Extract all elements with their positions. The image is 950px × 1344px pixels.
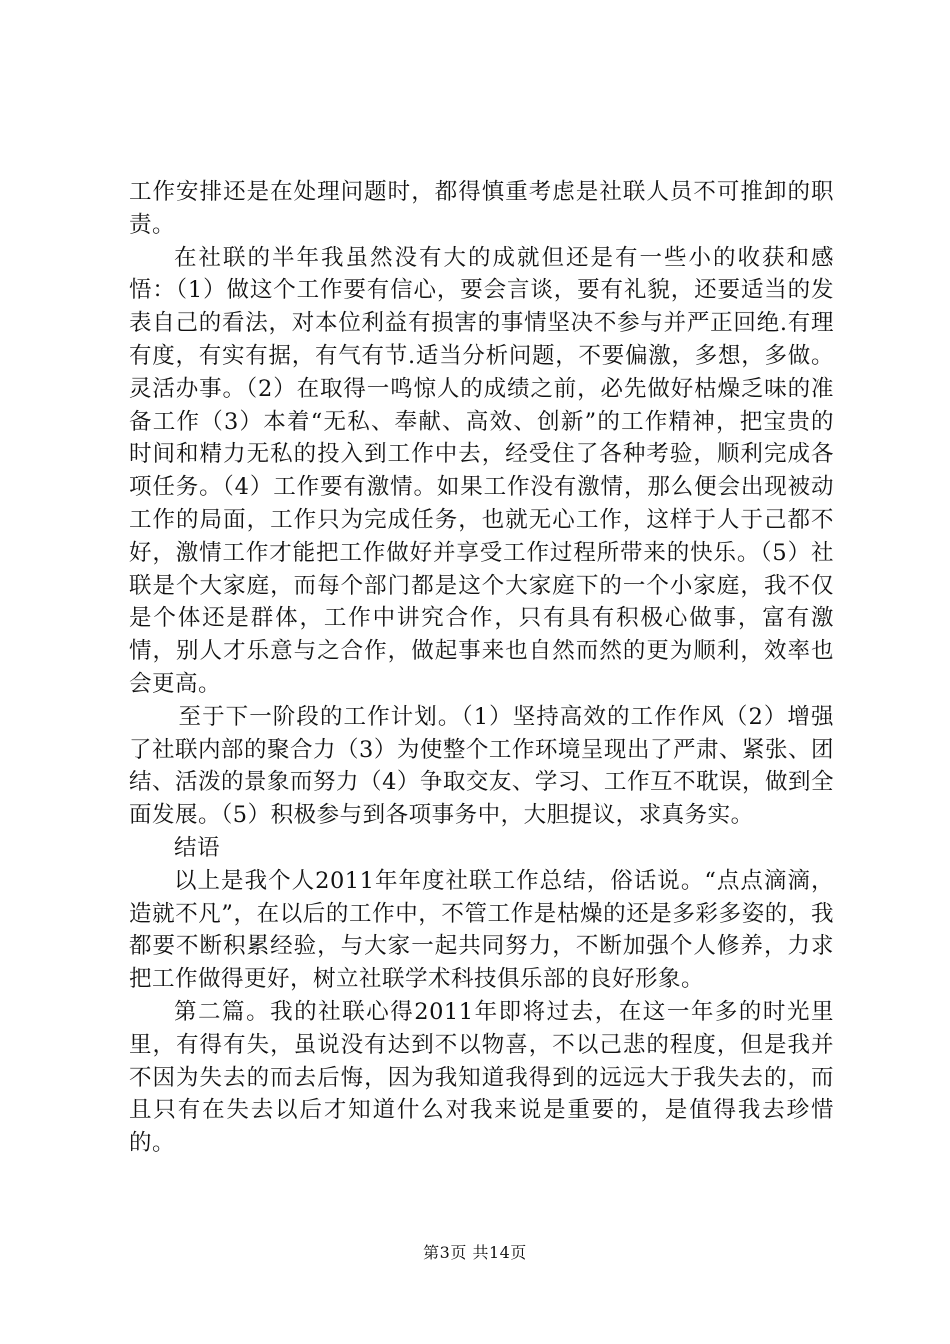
paragraph-heading-conclusion: 结语 xyxy=(174,834,221,861)
page-footer xyxy=(0,1243,950,1263)
paragraph-continuation: 工作安排还是在处理问题时，都得慎重考虑是社联人员不可推卸的职责。 xyxy=(129,179,834,238)
paragraph-conclusion: 以上是我个人2011年年度社联工作总结，俗话说。“点点滴滴，造就不凡”，在以后的工作中，不管工作是枯燥的还是多彩多姿的，我都要不断积累经验，与大家一起共同努力，不断加强个人修养，力求把工作做得更好，树立社联学术科技俱乐部的良好形象。 xyxy=(129,867,834,993)
paragraph-second-article: 第二篇。我的社联心得2011年即将过去，在这一年多的时光里里，有得有失，虽说没有达到不以物喜，不以己悲的程度，但是我并不因为失去的而去后悔，因为我知道我得到的远远大于我失去的，而且只有在失去以后才知道什么对我来说是重要的，是值得我去珍惜的。 xyxy=(129,998,834,1157)
paragraph-work-plan: 至于下一阶段的工作计划。（1）坚持高效的工作作风（2）增强了社联内部的聚合力（3）为使整个工作环境呈现出了严肃、紧张、团结、活泼的景象而努力（4）争取交友、学习、工作互不耽误，做到全面发展。（5）积极参与到各项事务中，大胆提议，求真务实。 xyxy=(129,703,834,829)
page-number-label: 第3页 共14页 xyxy=(423,1243,527,1262)
document-body xyxy=(129,176,834,1160)
paragraph-reflections: 在社联的半年我虽然没有大的成就但还是有一些小的收获和感悟：（1）做这个工作要有信心，要会言谈，要有礼貌，还要适当的发表自己的看法，对本位利益有损害的事情坚决不参与并严正回绝.有理有度，有实有据，有气有节.适当分析问题，不要偏激，多想，多做。灵活办事。（2）在取得一鸣惊人的成绩之前，必先做好枯燥乏味的准备工作（3）本着“无私、奉献、高效、创新”的工作精神，把宝贵的时间和精力无私的投入到工作中去，经受住了各种考验，顺利完成各项任务。（4）工作要有激情。如果工作没有激情，那么便会出现被动工作的局面，工作只为完成任务，也就无心工作，这样于人于己都不好，激情工作才能把工作做好并享受工作过程所带来的快乐。（5）社联是个大家庭，而每个部门都是这个大家庭下的一个小家庭，我不仅是个体还是群体，工作中讲究合作，只有具有积极心做事，富有激情，别人才乐意与之合作，做起事来也自然而然的更为顺利，效率也会更高。 xyxy=(129,244,834,697)
